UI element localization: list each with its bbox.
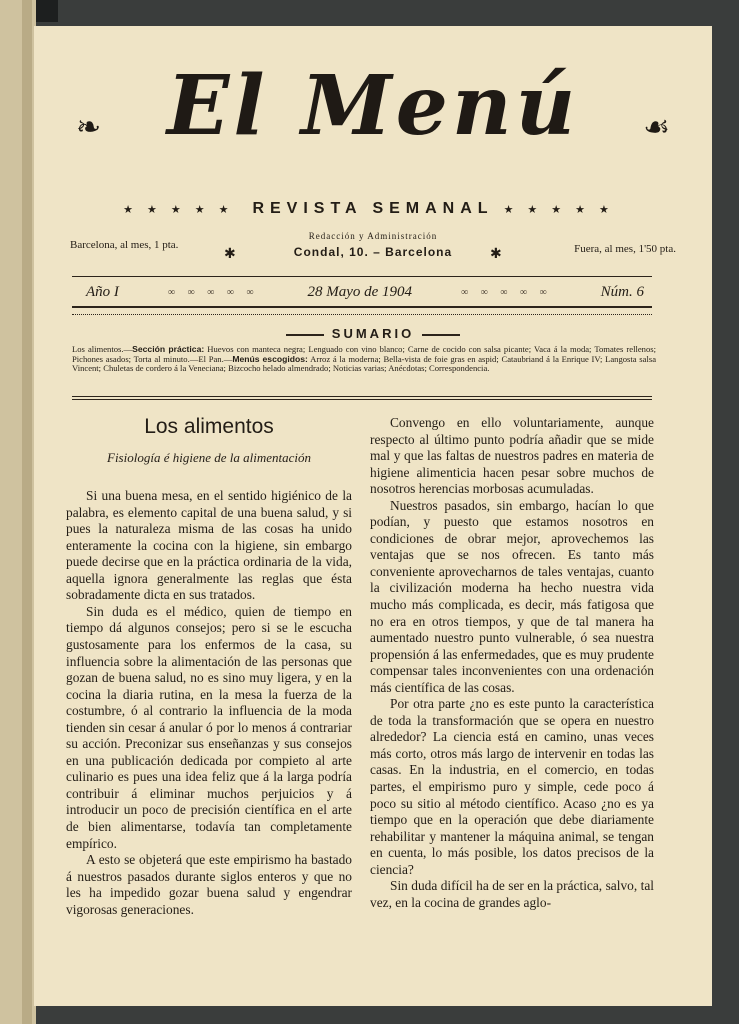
- sumario-heading: [34, 326, 712, 341]
- star-row-icon: ★★★★★: [503, 204, 623, 216]
- masthead: [34, 56, 712, 156]
- subtitle-row: [34, 200, 712, 218]
- asterisk-icon: ✱: [490, 247, 502, 262]
- paragraph: Convengo en ello voluntariamente, aunque respecto al último punto podría añadir que se mide mal y que las faltas de nuestros padres en materia de higiene alimenticia hacen pesar sobre muchos de nosotros herencias morbosas acumuladas.: [370, 415, 654, 497]
- wavy-divider: [72, 306, 652, 315]
- price-outside: Fuera, al mes, 1'50 pta.: [574, 243, 676, 255]
- book-binding: [0, 0, 36, 1024]
- paragraph: Nuestros pasados, sin embargo, hacían lo que podían, y puesto que estamos nosotros en condiciones de obrar mejor, aprovechemos las ventajas que se nos ofrecen. Es tanto más conveniente aprovecharnos de tales ventajas, cuanto la civilización moderna ha hecho nuestra vida mucho más complicada, es decir, más fatigosa que no era en otros tiempos, y que de tal manera ha aumentado nuestro punto vulnerable, ó sea nuestra propensión á las enfermedades, que es muy prudente compensar tales inconvenientes con una ordenación más científica de las cosas.: [370, 497, 654, 695]
- paragraph: Sin duda difícil ha de ser en la práctica, salvo, tal vez, en la cocina de grandes aglo-: [370, 878, 654, 910]
- issue-number: Núm. 6: [600, 284, 644, 300]
- article-column-right: [370, 415, 654, 911]
- paragraph: A esto se objeterá que este empirismo ha bastado á nuestros pasados durante siglos enteros y que no les ha impedido gozar buena salud y engendrar vigorosas generaciones.: [66, 852, 352, 917]
- sumario-heading-text: SUMARIO: [331, 326, 415, 341]
- redaccion-label: Redacción y Administración: [308, 231, 438, 241]
- article-column-left: [66, 414, 352, 918]
- article-title: Los alimentos: [144, 415, 274, 438]
- issue-date: 28 Mayo de 1904: [307, 284, 413, 300]
- divider: [72, 399, 652, 400]
- dots-ornament-icon: ∞ ∞ ∞ ∞ ∞: [461, 287, 552, 298]
- menus-text: Arroz á la moderna; Bella-vista de foie gras en aspid; Cataubriand á la Enrique IV; Langosta salsa Vincent; Chuletas de cordero á la Veneciana; Bizcocho helado almendrado; Noticias varias; Anécdotas; Correspondencia.: [72, 353, 657, 373]
- divider: [72, 276, 652, 277]
- masthead-subtitle: REVISTA SEMANAL: [252, 200, 494, 217]
- fleuron-ornament-icon: ❧: [76, 111, 102, 144]
- menus-label: Menús escogidos:: [232, 353, 308, 364]
- sumario-lead: Los alimentos.—: [72, 344, 133, 354]
- asterisk-icon: ✱: [224, 247, 236, 262]
- price-local: Barcelona, al mes, 1 pta.: [70, 239, 179, 251]
- book-spine: [22, 0, 32, 1024]
- divider: [72, 396, 652, 397]
- volume-year: Año I: [86, 284, 119, 300]
- paragraph: Si una buena mesa, en el sentido higiénico de la palabra, es elemento capital de una buena salud, y si pues la naturaleza misma de las cosas ha unido enteramente la cocina con la higiene, sin embargo puede decirse que en la práctica ordinaria de la vida, aquella ignora generalmente las reglas que ésta sobradamente dicta en sus tratados.: [66, 488, 352, 603]
- seccion-label: Sección práctica:: [132, 344, 205, 354]
- divider: [422, 334, 460, 336]
- article-subtitle: Fisiología é higiene de la alimentación: [107, 449, 311, 465]
- address: Condal, 10. – Barcelona: [293, 245, 453, 259]
- masthead-title: El Menú: [166, 58, 580, 154]
- dateline: [86, 284, 644, 301]
- star-row-icon: ★★★★★: [123, 204, 243, 216]
- dots-ornament-icon: ∞ ∞ ∞ ∞ ∞: [167, 287, 259, 298]
- fleuron-ornament-icon: ☙: [643, 111, 670, 144]
- paragraph: Sin duda es el médico, quien de tiempo en tiempo dá algunos consejos; pero si se le escucha gustosamente para los enfermos de la casa, su influencia sobre la alimentación de las personas que gozan de buena salud, no es sino muy ligera, y en la cocina la diaria rutina, en la mesa la fuerza de la costumbre, ó al contrario la influencia de la moda tienden sin cesar á anular ó por lo menos á contrariar su acción. Preconizar sus enseñanzas y sus consejos en una publicación dedicada por compieto al arte culinario es pues una idea feliz que á la larga podría contribuir á eliminar muchos perjuicios y á introducir un poco de precisión científica en el arte de bien alimentarse, todavía tan completamente empírico.: [66, 603, 352, 851]
- magazine-page: [34, 26, 712, 1006]
- seccion-text: Huevos con manteca negra; Lenguado con vino blanco; Carne de cocido con salsa picante; Vaca á la moda; Tomates rellenos; Pichones asados; Torta al minuto.—El Pan.—: [72, 344, 657, 364]
- paragraph: Por otra parte ¿no es este punto la característica de toda la transformación que se opera en nuestro alrededor? La ciencia está en camino, unas veces más corto, otros más largo de intervenir en todas las casas. En la industria, en el comercio, en todas partes, el empirismo puro y simple, cede poco á poco su sitio al método científico. Acaso ¿no es ya tiempo que en la operación que debe diariamente rehabilitar y mantener la máquina animal, se tengan en cuenta, lo más posible, los datos precisos de la ciencia?: [370, 696, 654, 877]
- sumario-text: [72, 345, 656, 374]
- divider: [286, 334, 324, 336]
